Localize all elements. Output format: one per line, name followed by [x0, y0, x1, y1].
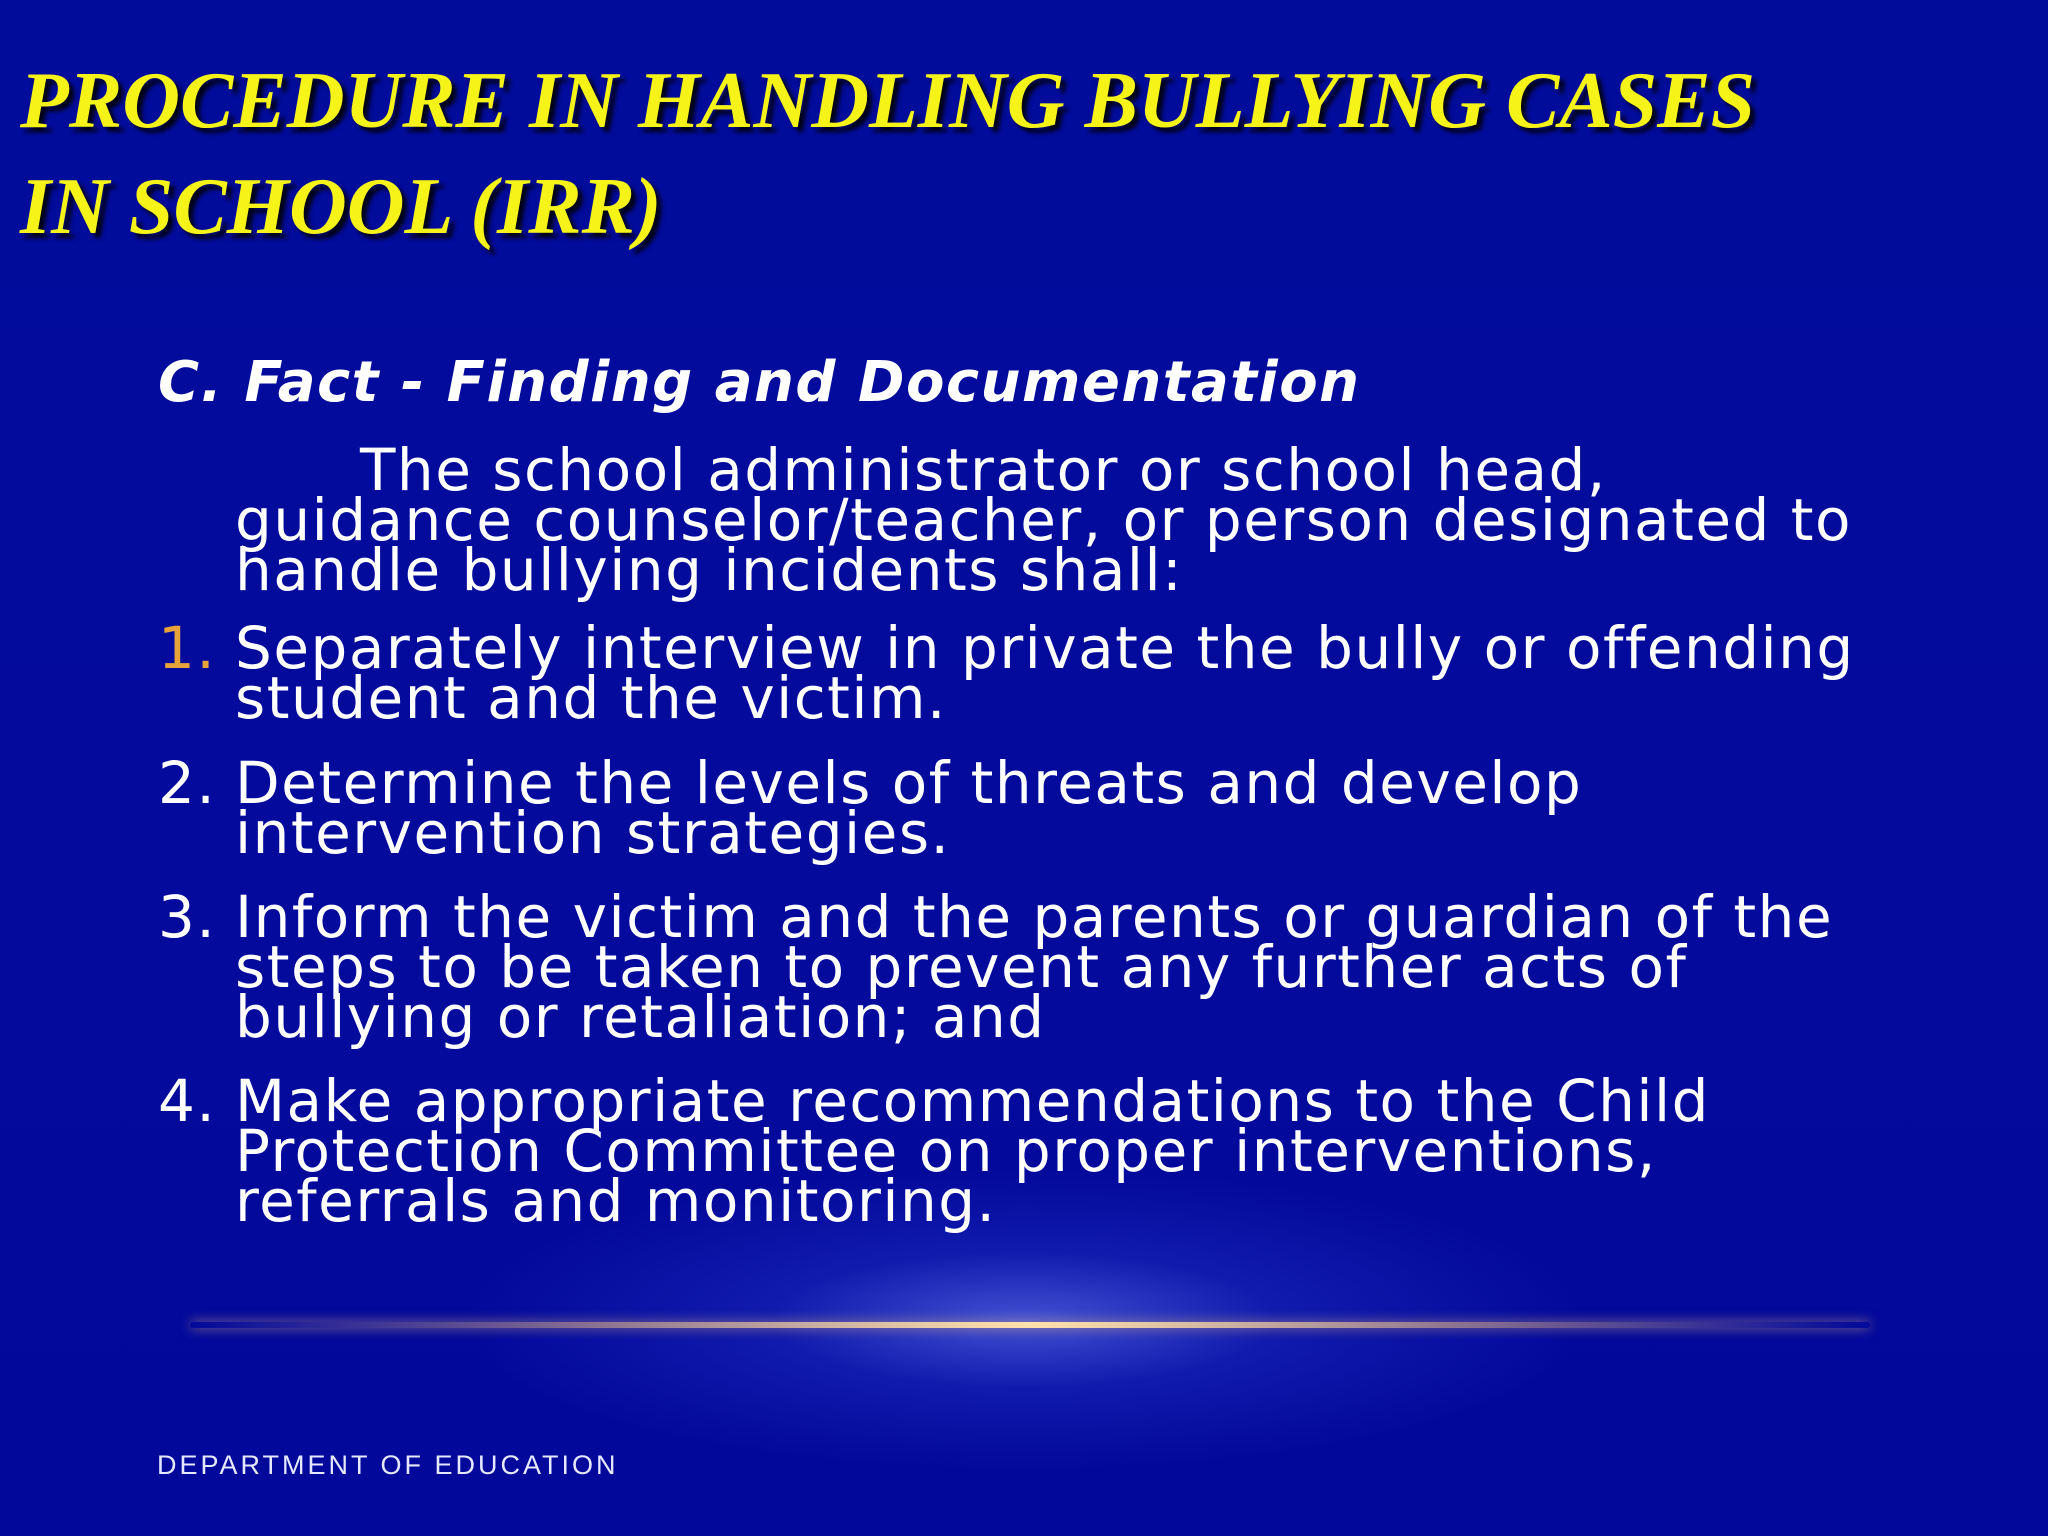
list-item-line: Make appropriate recommendations to the Child [235, 1067, 1710, 1135]
divider-glow-line [190, 1322, 1870, 1328]
list-item-line: referrals and monitoring. [235, 1167, 997, 1235]
list-item-number: 3. [158, 883, 217, 951]
intro-line: guidance counselor/teacher, or person designated to [235, 486, 1852, 554]
footer-organization: DEPARTMENT OF EDUCATION [157, 1450, 619, 1480]
list-item-line: steps to be taken to prevent any further acts of [235, 933, 1688, 1001]
list-item-line: Inform the victim and the parents or guardian of the [235, 883, 1834, 951]
list-item-line: student and the victim. [235, 664, 947, 732]
list-item-text [235, 749, 1955, 867]
list-item-text [235, 883, 1955, 1051]
list-item-text [235, 614, 1955, 732]
list-item-line: intervention strategies. [235, 799, 951, 867]
slide-title [20, 48, 2010, 260]
list-item-number: 1. [158, 614, 217, 682]
list-item-number: 4. [158, 1067, 217, 1135]
list-item-line: Determine the levels of threats and develop [235, 749, 1583, 817]
intro-paragraph [235, 436, 1955, 604]
intro-line: handle bullying incidents shall: [235, 536, 1184, 604]
intro-line: The school administrator or school head, [360, 436, 1607, 504]
list-item-line: bullying or retaliation; and [235, 983, 1046, 1051]
section-subheading: C. Fact - Finding and Documentation [158, 350, 1361, 415]
list-item-line: Protection Committee on proper interventions, [235, 1117, 1657, 1185]
slide-title-line: PROCEDURE IN HANDLING BULLYING CASES [20, 57, 1756, 145]
slide-title-line: IN SCHOOL (IRR) [20, 163, 662, 251]
list-item-text [235, 1067, 1955, 1235]
list-item-line: Separately interview in private the bully or offending [235, 614, 1855, 682]
list-item-number: 2. [158, 749, 217, 817]
